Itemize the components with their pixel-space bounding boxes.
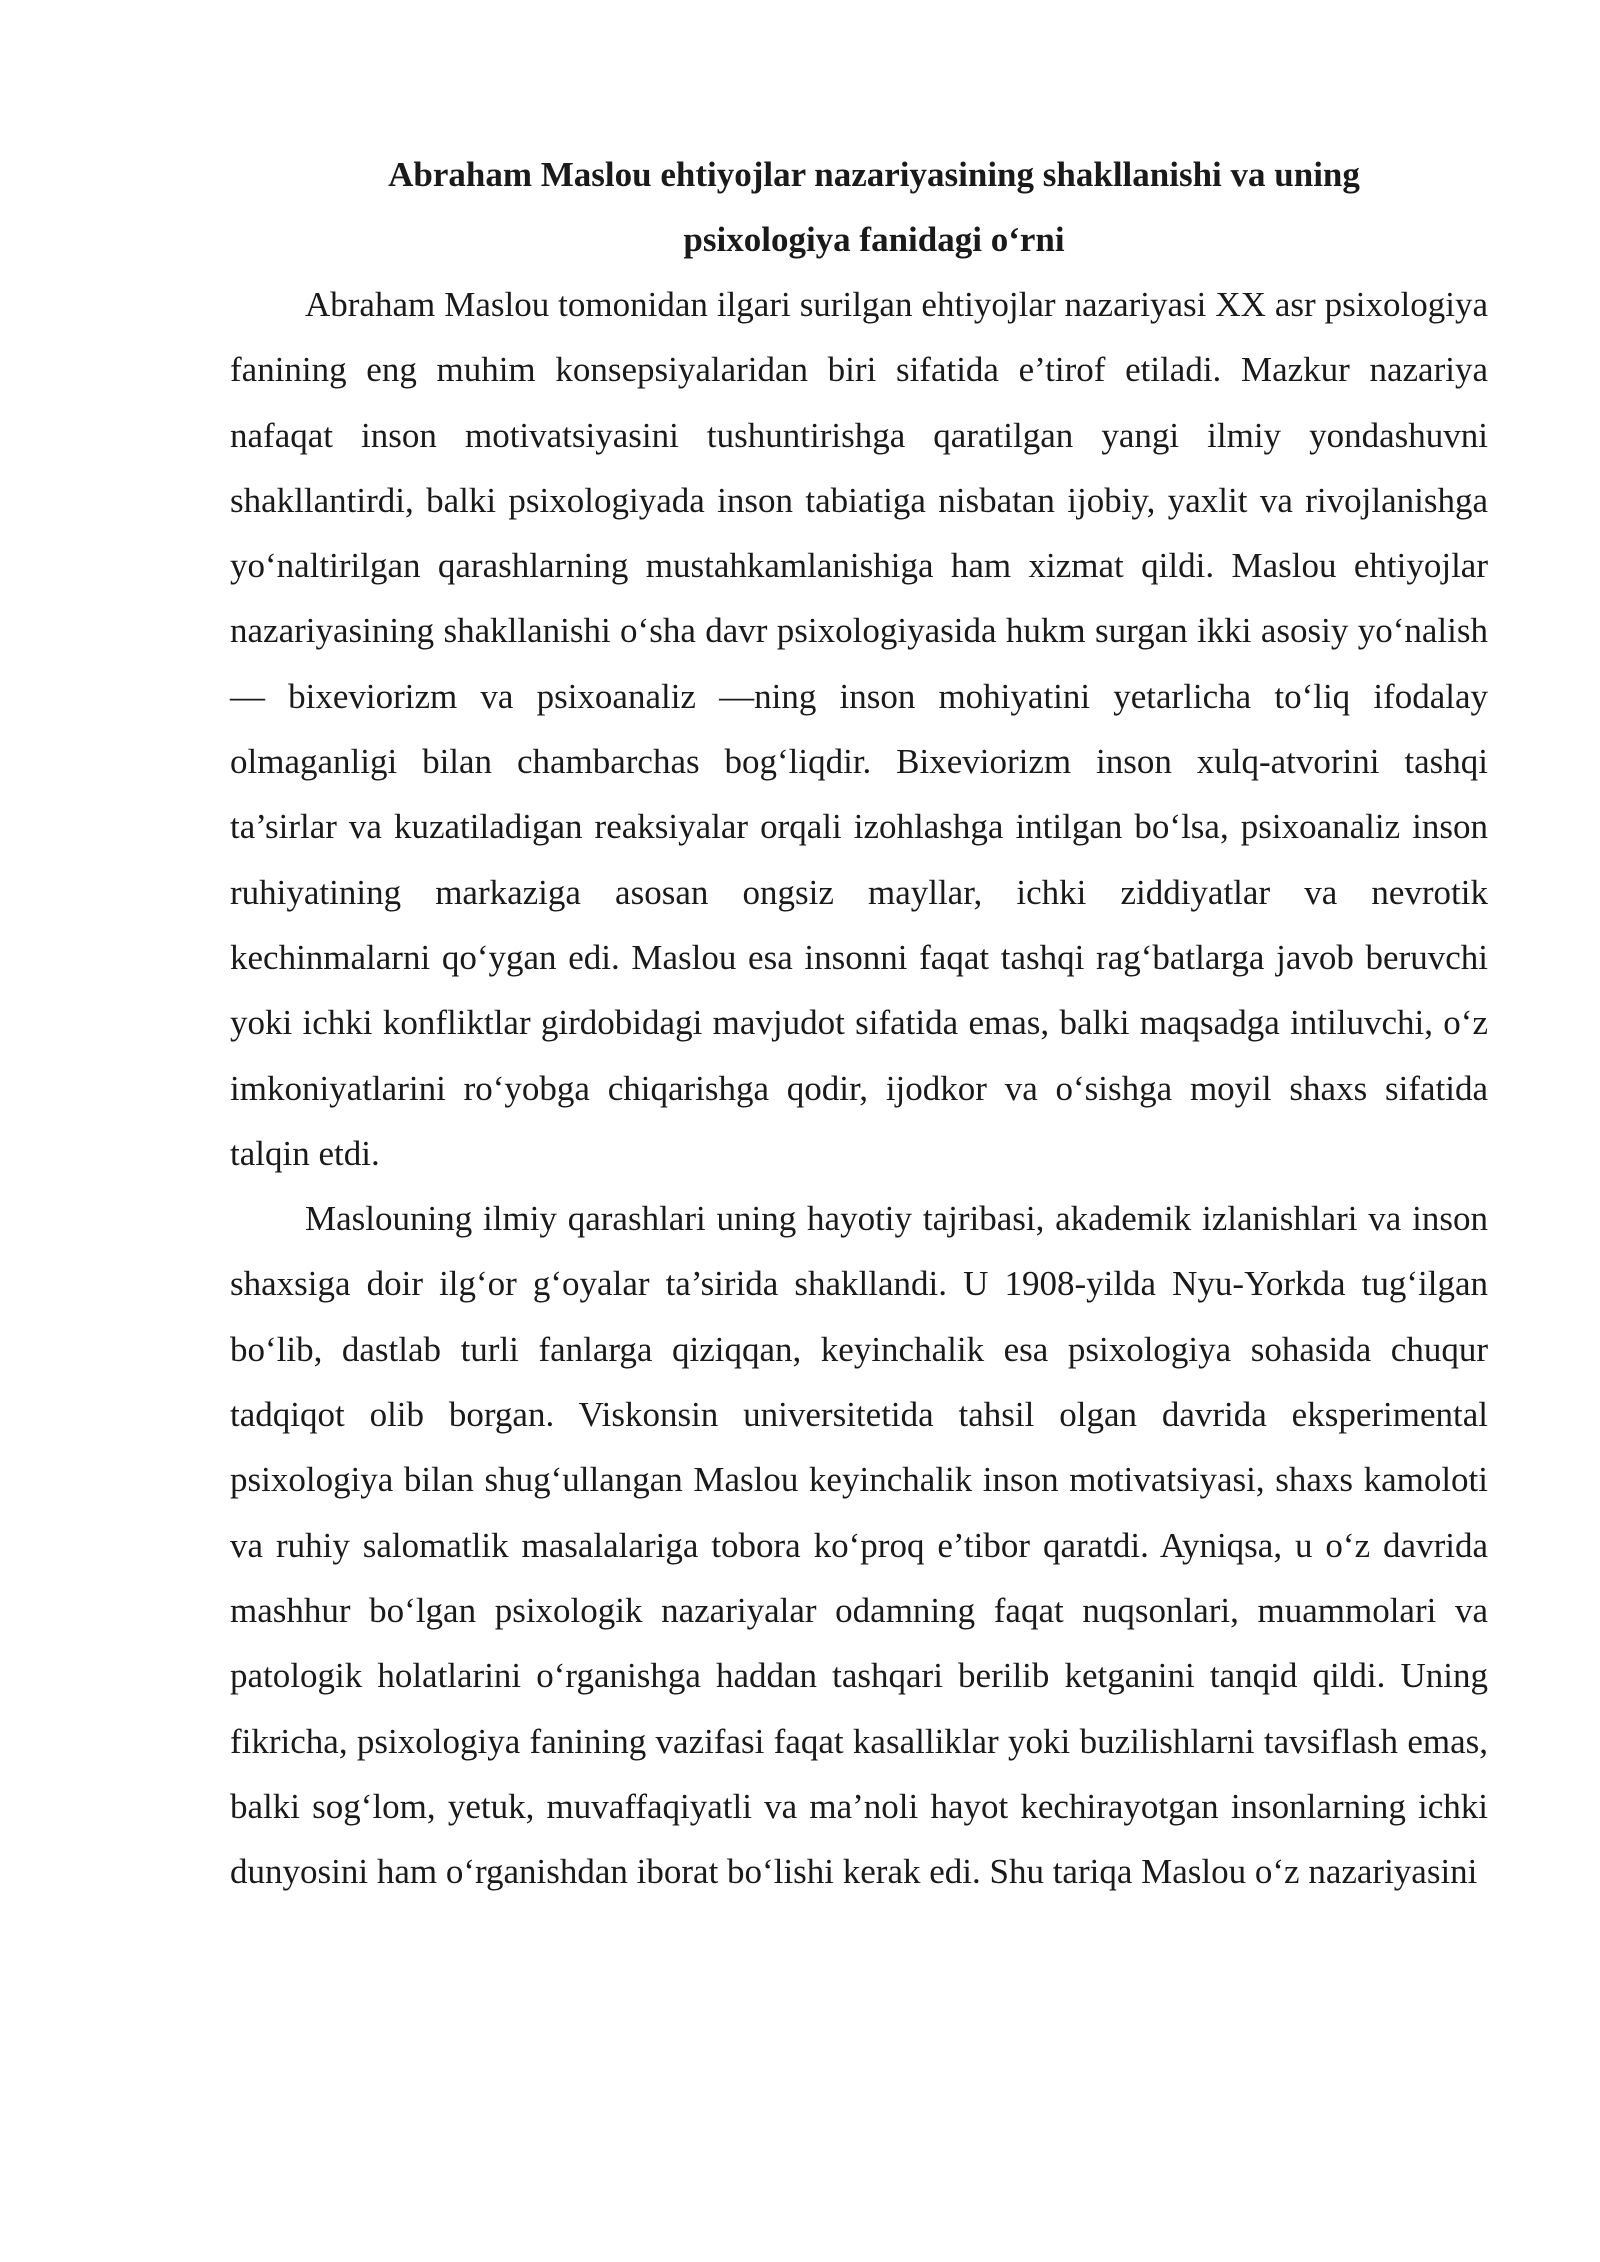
title-line-2: psixologiya fanidagi o‘rni bbox=[683, 220, 1065, 259]
document-title bbox=[230, 142, 1488, 272]
title-line-1: Abraham Maslou ehtiyojlar nazariyasining shakllanishi va uning bbox=[388, 155, 1360, 194]
paragraph-1: Abraham Maslou tomonidan ilgari surilgan ehtiyojlar nazariyasi XX asr psixologiya fanining eng muhim konsepsiyalaridan biri sifatida e’tirof etiladi. Mazkur nazariya nafaqat inson motivatsiyasini tushuntirishga qaratilgan yangi ilmiy yondashuvni shakllantirdi, balki psixologiyada inson tabiatiga nisbatan ijobiy, yaxlit va rivojlanishga yo‘naltirilgan qarashlarning mustahkamlanishiga ham xizmat qildi. Maslou ehtiyojlar nazariyasining shakllanishi o‘sha davr psixologiyasida hukm surgan ikki asosiy yo‘nalish — bixeviorizm va psixoanaliz —ning inson mohiyatini yetarlicha to‘liq ifodalay olmaganligi bilan chambarchas bog‘liqdir. Bixeviorizm inson xulq-atvorini tashqi ta’sirlar va kuzatiladigan reaksiyalar orqali izohlashga intilgan bo‘lsa, psixoanaliz inson ruhiyatining markaziga asosan ongsiz mayllar, ichki ziddiyatlar va nevrotik kechinmalarni qo‘ygan edi. Maslou esa insonni faqat tashqi rag‘batlarga javob beruvchi yoki ichki konfliktlar girdobidagi mavjudot sifatida emas, balki maqsadga intiluvchi, o‘z imkoniyatlarini ro‘yobga chiqarishga qodir, ijodkor va o‘sishga moyil shaxs sifatida talqin etdi. bbox=[230, 285, 1488, 1173]
paragraph-2: Maslouning ilmiy qarashlari uning hayotiy tajribasi, akademik izlanishlari va inson shaxsiga doir ilg‘or g‘oyalar ta’sirida shakllandi. U 1908-yilda Nyu-Yorkda tug‘ilgan bo‘lib, dastlab turli fanlarga qiziqqan, keyinchalik esa psixologiya sohasida chuqur tadqiqot olib borgan. Viskonsin universitetida tahsil olgan davrida eksperimental psixologiya bilan shug‘ullangan Maslou keyinchalik inson motivatsiyasi, shaxs kamoloti va ruhiy salomatlik masalalariga tobora ko‘proq e’tibor qaratdi. Ayniqsa, u o‘z davrida mashhur bo‘lgan psixologik nazariyalar odamning faqat nuqsonlari, muammolari va patologik holatlarini o‘rganishga haddan tashqari berilib ketganini tanqid qildi. Uning fikricha, psixologiya fanining vazifasi faqat kasalliklar yoki buzilishlarni tavsiflash emas, balki sog‘lom, yetuk, muvaffaqiyatli va ma’noli hayot kechirayotgan insonlarning ichki dunyosini ham o‘rganishdan iborat bo‘lishi kerak edi. Shu tariqa Maslou o‘z nazariyasini bbox=[230, 1199, 1488, 1892]
document-body bbox=[230, 142, 1488, 1904]
